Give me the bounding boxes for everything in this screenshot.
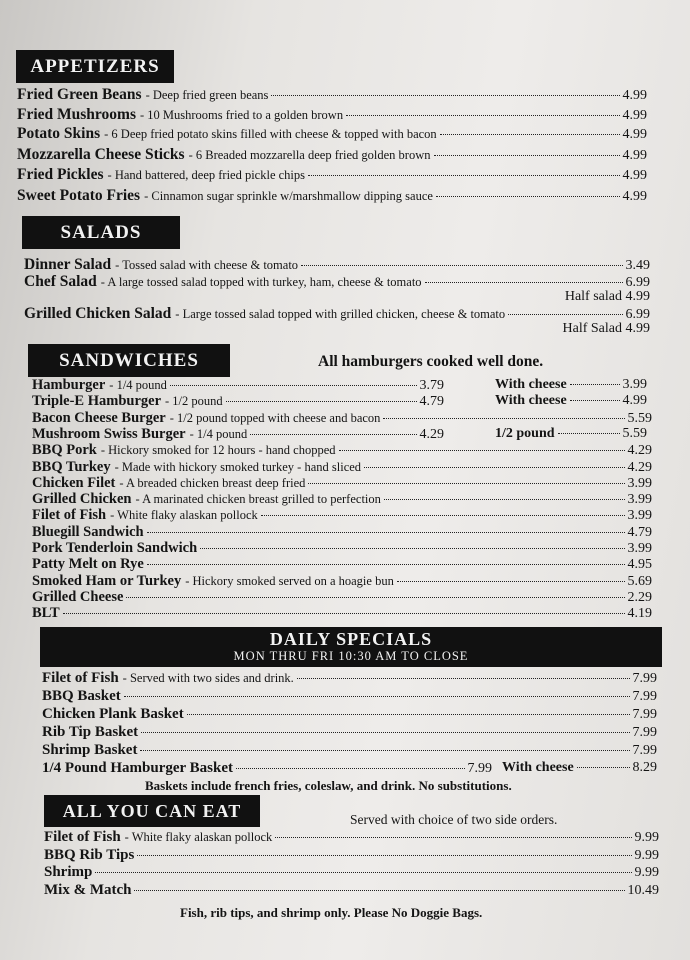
item-name: Fried Green Beans — [17, 86, 142, 103]
item-description: - 6 Deep fried potato skins filled with cheese & topped with bacon — [104, 127, 437, 141]
dot-leader — [63, 613, 625, 614]
item-description: - 1/2 pound — [165, 394, 223, 409]
half-salad-value: 4.99 — [625, 321, 650, 336]
half-salad-label: Half salad — [564, 289, 622, 304]
sandwiches-title: SANDWICHES — [59, 350, 199, 371]
item-alt-label: With cheese — [495, 393, 567, 409]
salads-header — [22, 216, 180, 249]
item-name: BBQ Turkey — [32, 458, 111, 475]
appetizers-header — [16, 50, 174, 83]
menu-item-row — [42, 724, 657, 741]
item-name: Chicken Filet — [32, 474, 116, 491]
half-salad-price — [563, 321, 650, 337]
menu-item-row — [32, 410, 652, 427]
dot-leader — [570, 384, 620, 385]
menu-item-row — [42, 688, 657, 705]
item-name: Mushroom Swiss Burger — [32, 425, 186, 442]
dot-leader — [425, 282, 623, 283]
half-salad-value: 4.99 — [625, 289, 650, 304]
item-name: Rib Tip Basket — [42, 724, 139, 740]
menu-item-row — [44, 882, 659, 899]
item-price: 4.79 — [627, 524, 652, 540]
item-price: 3.49 — [625, 258, 650, 273]
menu-item-row — [32, 426, 444, 443]
menu-item-row — [17, 86, 647, 104]
dot-leader — [271, 95, 619, 96]
menu-item-row — [32, 507, 652, 524]
dot-leader — [558, 433, 620, 434]
item-description: - A large tossed salad topped with turkey, ham, cheese & tomato — [100, 275, 422, 289]
item-alt-price: 8.29 — [632, 760, 657, 775]
dot-leader — [275, 837, 631, 838]
menu-item-row — [32, 459, 652, 476]
item-price: 5.59 — [627, 410, 652, 426]
item-price: 4.99 — [622, 127, 647, 142]
item-price: 10.49 — [627, 882, 659, 898]
menu-item-row — [32, 442, 652, 459]
daily-specials-header — [40, 627, 662, 667]
item-description: - 6 Breaded mozzarella deep fried golden brown — [188, 148, 431, 162]
item-description: - Cinnamon sugar sprinkle w/marshmallow dipping sauce — [144, 189, 433, 203]
dot-leader — [364, 467, 624, 468]
menu-item-row — [32, 573, 652, 590]
item-price: 7.99 — [632, 725, 657, 740]
daily-specials-footnote: Baskets include french fries, coleslaw, and drink. No substitutions. — [145, 778, 512, 793]
menu-item-row — [17, 187, 647, 205]
item-name: Smoked Ham or Turkey — [32, 572, 182, 589]
item-price: 5.69 — [627, 573, 652, 589]
dot-leader — [397, 581, 625, 582]
item-price: 3.99 — [627, 541, 652, 556]
item-alt-label: With cheese — [502, 760, 574, 775]
item-price: 4.95 — [627, 557, 652, 573]
item-alt-price: 3.99 — [622, 377, 647, 392]
menu-item-row — [24, 273, 650, 291]
menu-item-row — [24, 305, 650, 323]
item-price: 6.99 — [625, 307, 650, 322]
dot-leader — [508, 314, 622, 315]
daily-specials-subtitle: MON THRU FRI 10:30 AM TO CLOSE — [233, 649, 469, 663]
dot-leader — [308, 175, 619, 176]
item-alt-price: 5.59 — [622, 425, 647, 441]
item-price: 4.99 — [622, 189, 647, 204]
menu-item-row — [32, 556, 652, 573]
item-name: BBQ Basket — [42, 688, 121, 704]
item-price: 4.99 — [622, 88, 647, 103]
dot-leader — [570, 400, 620, 401]
dot-leader — [383, 418, 624, 419]
dot-leader — [577, 767, 630, 768]
item-price: 4.29 — [627, 443, 652, 459]
item-name: Bacon Cheese Burger — [32, 409, 166, 426]
menu-item-row — [42, 706, 657, 723]
item-name: Filet of Fish — [32, 507, 107, 524]
item-description: - Hickory smoked served on a hoagie bun — [185, 573, 394, 588]
daily-specials-title: DAILY SPECIALS — [269, 629, 433, 649]
salads-title: SALADS — [60, 222, 142, 243]
dot-leader — [436, 196, 620, 197]
hamburger-note: All hamburgers cooked well done. — [318, 353, 544, 370]
item-price: 7.99 — [632, 743, 657, 758]
item-name: Filet of Fish — [44, 829, 121, 845]
item-description: - Large tossed salad topped with grilled chicken, cheese & tomato — [175, 307, 506, 321]
dot-leader — [140, 750, 629, 751]
item-price: 7.99 — [632, 707, 657, 722]
item-price: 9.99 — [634, 847, 659, 863]
item-price: 9.99 — [634, 830, 659, 845]
item-name: Shrimp — [44, 864, 93, 880]
item-name: Patty Melt on Rye — [32, 556, 144, 573]
item-description: - A breaded chicken breast deep fried — [119, 475, 306, 490]
item-name: Mozzarella Cheese Sticks — [17, 146, 185, 163]
dot-leader — [261, 515, 625, 516]
dot-leader — [147, 532, 625, 533]
item-description: - Served with two sides and drink. — [122, 671, 294, 685]
all-you-can-eat-title: ALL YOU CAN EAT — [62, 801, 242, 821]
menu-item-row — [44, 829, 659, 846]
item-name: Mix & Match — [44, 881, 132, 898]
menu-item-row — [32, 475, 652, 492]
item-description: - Hand battered, deep fried pickle chips — [107, 168, 306, 182]
dot-leader — [236, 768, 465, 769]
item-description: - Made with hickory smoked turkey - hand sliced — [114, 459, 362, 474]
item-alt-label: With cheese — [495, 377, 567, 392]
dot-leader — [147, 564, 625, 565]
item-name: Sweet Potato Fries — [17, 187, 141, 204]
item-price: 4.19 — [627, 606, 652, 622]
item-price: 4.99 — [622, 148, 647, 163]
item-description: - A marinated chicken breast grilled to perfection — [135, 492, 381, 507]
item-name: Fried Mushrooms — [17, 106, 136, 123]
item-name: Grilled Cheese — [32, 588, 124, 605]
dot-leader — [250, 434, 416, 435]
item-price: 9.99 — [634, 865, 659, 880]
dot-leader — [200, 548, 624, 549]
item-description: - White flaky alaskan pollock — [124, 830, 273, 844]
menu-item-row — [17, 166, 647, 184]
item-name: Potato Skins — [17, 125, 101, 142]
item-price: 3.99 — [627, 492, 652, 508]
item-price: 3.99 — [627, 475, 652, 491]
dot-leader — [95, 872, 631, 873]
dot-leader — [440, 134, 620, 135]
item-name: Chicken Plank Basket — [42, 706, 184, 722]
dot-leader — [297, 678, 630, 679]
item-name: Chef Salad — [24, 273, 97, 290]
sandwiches-header — [28, 344, 230, 377]
item-price: 7.99 — [632, 671, 657, 686]
menu-item-row — [44, 864, 659, 881]
menu-item-row — [17, 146, 647, 164]
appetizers-title: APPETIZERS — [30, 56, 160, 77]
item-name: Dinner Salad — [24, 256, 112, 273]
item-name: BBQ Pork — [32, 442, 97, 459]
dot-leader — [226, 401, 417, 402]
item-name: Pork Tenderloin Sandwich — [32, 540, 198, 556]
menu-item-row — [32, 377, 444, 394]
item-alt-price: 4.99 — [622, 393, 647, 409]
dot-leader — [187, 714, 630, 715]
item-price: 7.99 — [467, 761, 492, 776]
dot-leader — [170, 385, 417, 386]
item-price: 7.99 — [632, 689, 657, 704]
item-description: - Hickory smoked for 12 hours - hand chopped — [100, 443, 336, 458]
item-description: - Tossed salad with cheese & tomato — [115, 258, 299, 272]
dot-leader — [308, 483, 624, 484]
item-name: Bluegill Sandwich — [32, 523, 144, 540]
item-name: Grilled Chicken — [32, 491, 132, 508]
item-alt-label: 1/2 pound — [495, 425, 555, 441]
item-description: - 10 Mushrooms fried to a golden brown — [139, 108, 344, 122]
item-name: Grilled Chicken Salad — [24, 305, 172, 322]
dot-leader — [434, 155, 620, 156]
item-name: BLT — [32, 605, 60, 622]
item-description: - White flaky alaskan pollock — [110, 508, 258, 523]
dot-leader — [301, 265, 622, 266]
item-name: Shrimp Basket — [42, 742, 138, 758]
menu-item-alt-row — [495, 393, 647, 409]
dot-leader — [124, 696, 630, 697]
all-you-can-eat-note: Served with choice of two side orders. — [350, 812, 558, 827]
menu-item-row — [24, 256, 650, 274]
item-description: - 1/4 pound — [109, 378, 167, 392]
item-price: 4.29 — [627, 459, 652, 475]
item-price: 4.99 — [622, 108, 647, 123]
dot-leader — [137, 855, 631, 856]
dot-leader — [339, 450, 625, 451]
item-name: Fried Pickles — [17, 166, 104, 183]
dot-leader — [384, 499, 625, 500]
menu-item-alt-row — [502, 760, 657, 776]
menu-item-row — [42, 760, 492, 777]
item-name: Hamburger — [32, 377, 106, 393]
item-price: 4.79 — [419, 394, 444, 410]
menu-item-row — [32, 393, 444, 410]
dot-leader — [141, 732, 629, 733]
all-you-can-eat-header — [44, 795, 260, 827]
menu-item-row — [17, 125, 647, 143]
menu-item-row — [42, 742, 657, 759]
menu-item-row — [42, 670, 657, 687]
all-you-can-eat-footnote: Fish, rib tips, and shrimp only. Please No Doggie Bags. — [180, 905, 483, 920]
item-description: - 1/2 pound topped with cheese and bacon — [169, 410, 381, 425]
item-name: Triple-E Hamburger — [32, 393, 162, 410]
menu-item-row — [17, 106, 647, 124]
menu-item-row — [32, 540, 652, 557]
menu-item-alt-row — [495, 377, 647, 393]
menu-item-row — [32, 589, 652, 606]
menu-item-row — [32, 491, 652, 508]
item-price: 6.99 — [625, 275, 650, 290]
menu-item-row — [44, 847, 659, 864]
menu-item-alt-row — [495, 426, 647, 442]
dot-leader — [346, 115, 619, 116]
menu-item-row — [32, 524, 652, 541]
item-price: 3.79 — [419, 378, 444, 393]
dot-leader — [126, 597, 624, 598]
item-name: BBQ Rib Tips — [44, 846, 135, 863]
dot-leader — [134, 890, 624, 891]
item-price: 4.99 — [622, 168, 647, 183]
item-price: 3.99 — [627, 508, 652, 524]
item-description: - 1/4 pound — [189, 426, 248, 441]
menu-item-row — [32, 605, 652, 622]
item-price: 2.29 — [627, 589, 652, 605]
item-name: Filet of Fish — [42, 670, 119, 686]
half-salad-price — [565, 289, 650, 305]
half-salad-label: Half Salad — [562, 321, 622, 336]
item-price: 4.29 — [419, 426, 444, 442]
item-name: 1/4 Pound Hamburger Basket — [42, 760, 233, 776]
item-description: - Deep fried green beans — [145, 88, 269, 102]
